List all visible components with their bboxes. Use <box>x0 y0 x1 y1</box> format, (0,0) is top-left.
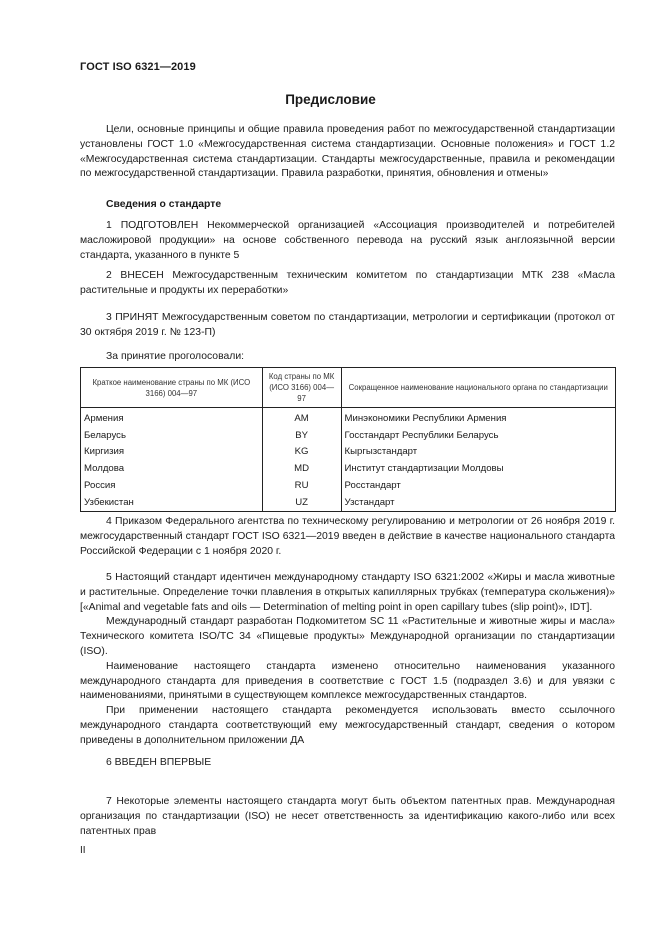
cell-country: Киргизия <box>81 444 263 461</box>
table-row <box>81 408 616 427</box>
item-7: 7 Некоторые элементы настоящего стандарта могут быть объектом патентных прав. Международная организация по стандартизации (ISO) не несет ответственность за идентификацию какого-либо или всех патентных прав <box>80 796 615 837</box>
table-row <box>81 444 616 461</box>
page-title: Предисловие <box>285 92 376 107</box>
table-row <box>81 427 616 444</box>
table-header-row <box>81 368 616 408</box>
item-4: 4 Приказом Федерального агентства по техническому регулированию и метрологии от 26 ноября 2019 г. межгосударственный стандарт ГОСТ ISO 6321—2019 введен в действие в качестве национального стандарта Российской Федерации с 1 ноября 2020 г. <box>80 516 615 557</box>
item-1: 1 ПОДГОТОВЛЕН Некоммерческой организацией «Ассоциация производителей и потребителей масложировой продукции» на основе собственного перевода на русский язык англоязычной версии стандарта, указанного в пункте 5 <box>80 220 615 261</box>
standard-code: ГОСТ ISO 6321—2019 <box>80 61 196 73</box>
intro-paragraph: Цели, основные принципы и общие правила проведения работ по межгосударственной стандартизации установлены ГОСТ 1.0 «Межгосударственная система стандартизации. Основные положения» и ГОСТ 1.2 «Межгосударственная система стандартизации. Стандарты межгосударственные, правила и рекомендации по межгосударственной стандартизации. Правила разработки, принятия, обновления и отмены» <box>80 124 615 180</box>
voted-label: За принятие проголосовали: <box>106 351 245 362</box>
item-6: 6 ВВЕДЕН ВПЕРВЫЕ <box>106 757 212 768</box>
cell-country: Узбекистан <box>81 494 263 511</box>
table-row <box>81 494 616 511</box>
cell-code: KG <box>262 444 341 461</box>
cell-code: BY <box>262 427 341 444</box>
cell-country: Россия <box>81 477 263 494</box>
cell-code: RU <box>262 477 341 494</box>
col-header-code: Код страны по МК (ИСО 3166) 004—97 <box>262 368 341 408</box>
voting-table <box>80 367 616 512</box>
cell-body: Кыргызстандарт <box>341 444 615 461</box>
item-3: 3 ПРИНЯТ Межгосударственным советом по стандартизации, метрологии и сертификации (протокол от 30 октября 2019 г. № 123-П) <box>80 312 615 338</box>
item-2: 2 ВНЕСЕН Межгосударственным техническим комитетом по стандартизации МТК 238 «Масла растительные и продукты их переработки» <box>80 270 615 296</box>
cell-body: Госстандарт Республики Беларусь <box>341 427 615 444</box>
col-header-body: Сокращенное наименование национального органа по стандартизации <box>341 368 615 408</box>
cell-body: Росстандарт <box>341 477 615 494</box>
cell-country: Армения <box>81 408 263 427</box>
cell-country: Молдова <box>81 460 263 477</box>
cell-code: AM <box>262 408 341 427</box>
cell-country: Беларусь <box>81 427 263 444</box>
cell-code: UZ <box>262 494 341 511</box>
cell-code: MD <box>262 460 341 477</box>
cell-body: Узстандарт <box>341 494 615 511</box>
table-row <box>81 477 616 494</box>
table-row <box>81 460 616 477</box>
item-5: 5 Настоящий стандарт идентичен международному стандарту ISO 6321:2002 «Жиры и масла животные и растительные. Определение точки плавления в открытых капиллярных трубках (температура скольжения)» [«Animal and vegetable fats and oils — Determination of melting point in open capillary tubes (slip point)», IDT]. Международный стандарт разработан Подкомитетом SC 11 «Растительные и животные жиры и масла» Технического комитета ISO/TC 34 «Пищевые продукты» Международной организации по стандартизации (ISO). Наименование настоящего стандарта изменено относительно наименования указанного международного стандарта для приведения в соответствие с ГОСТ 1.5 (подраздел 3.6) и для увязки с наименованиями, принятыми в существующем комплексе межгосударственных стандартов. При применении настоящего стандарта рекомендуется использовать вместо ссылочного международного стандарта соответствующий ему межгосударственный стандарт, сведения о котором приведены в дополнительном приложении ДА <box>80 572 615 746</box>
col-header-country: Краткое наименование страны по МК (ИСО 3166) 004—97 <box>81 368 263 408</box>
info-heading: Сведения о стандарте <box>106 199 222 210</box>
page-number: II <box>80 845 86 856</box>
cell-body: Институт стандартизации Молдовы <box>341 460 615 477</box>
cell-body: Минэкономики Республики Армения <box>341 408 615 427</box>
